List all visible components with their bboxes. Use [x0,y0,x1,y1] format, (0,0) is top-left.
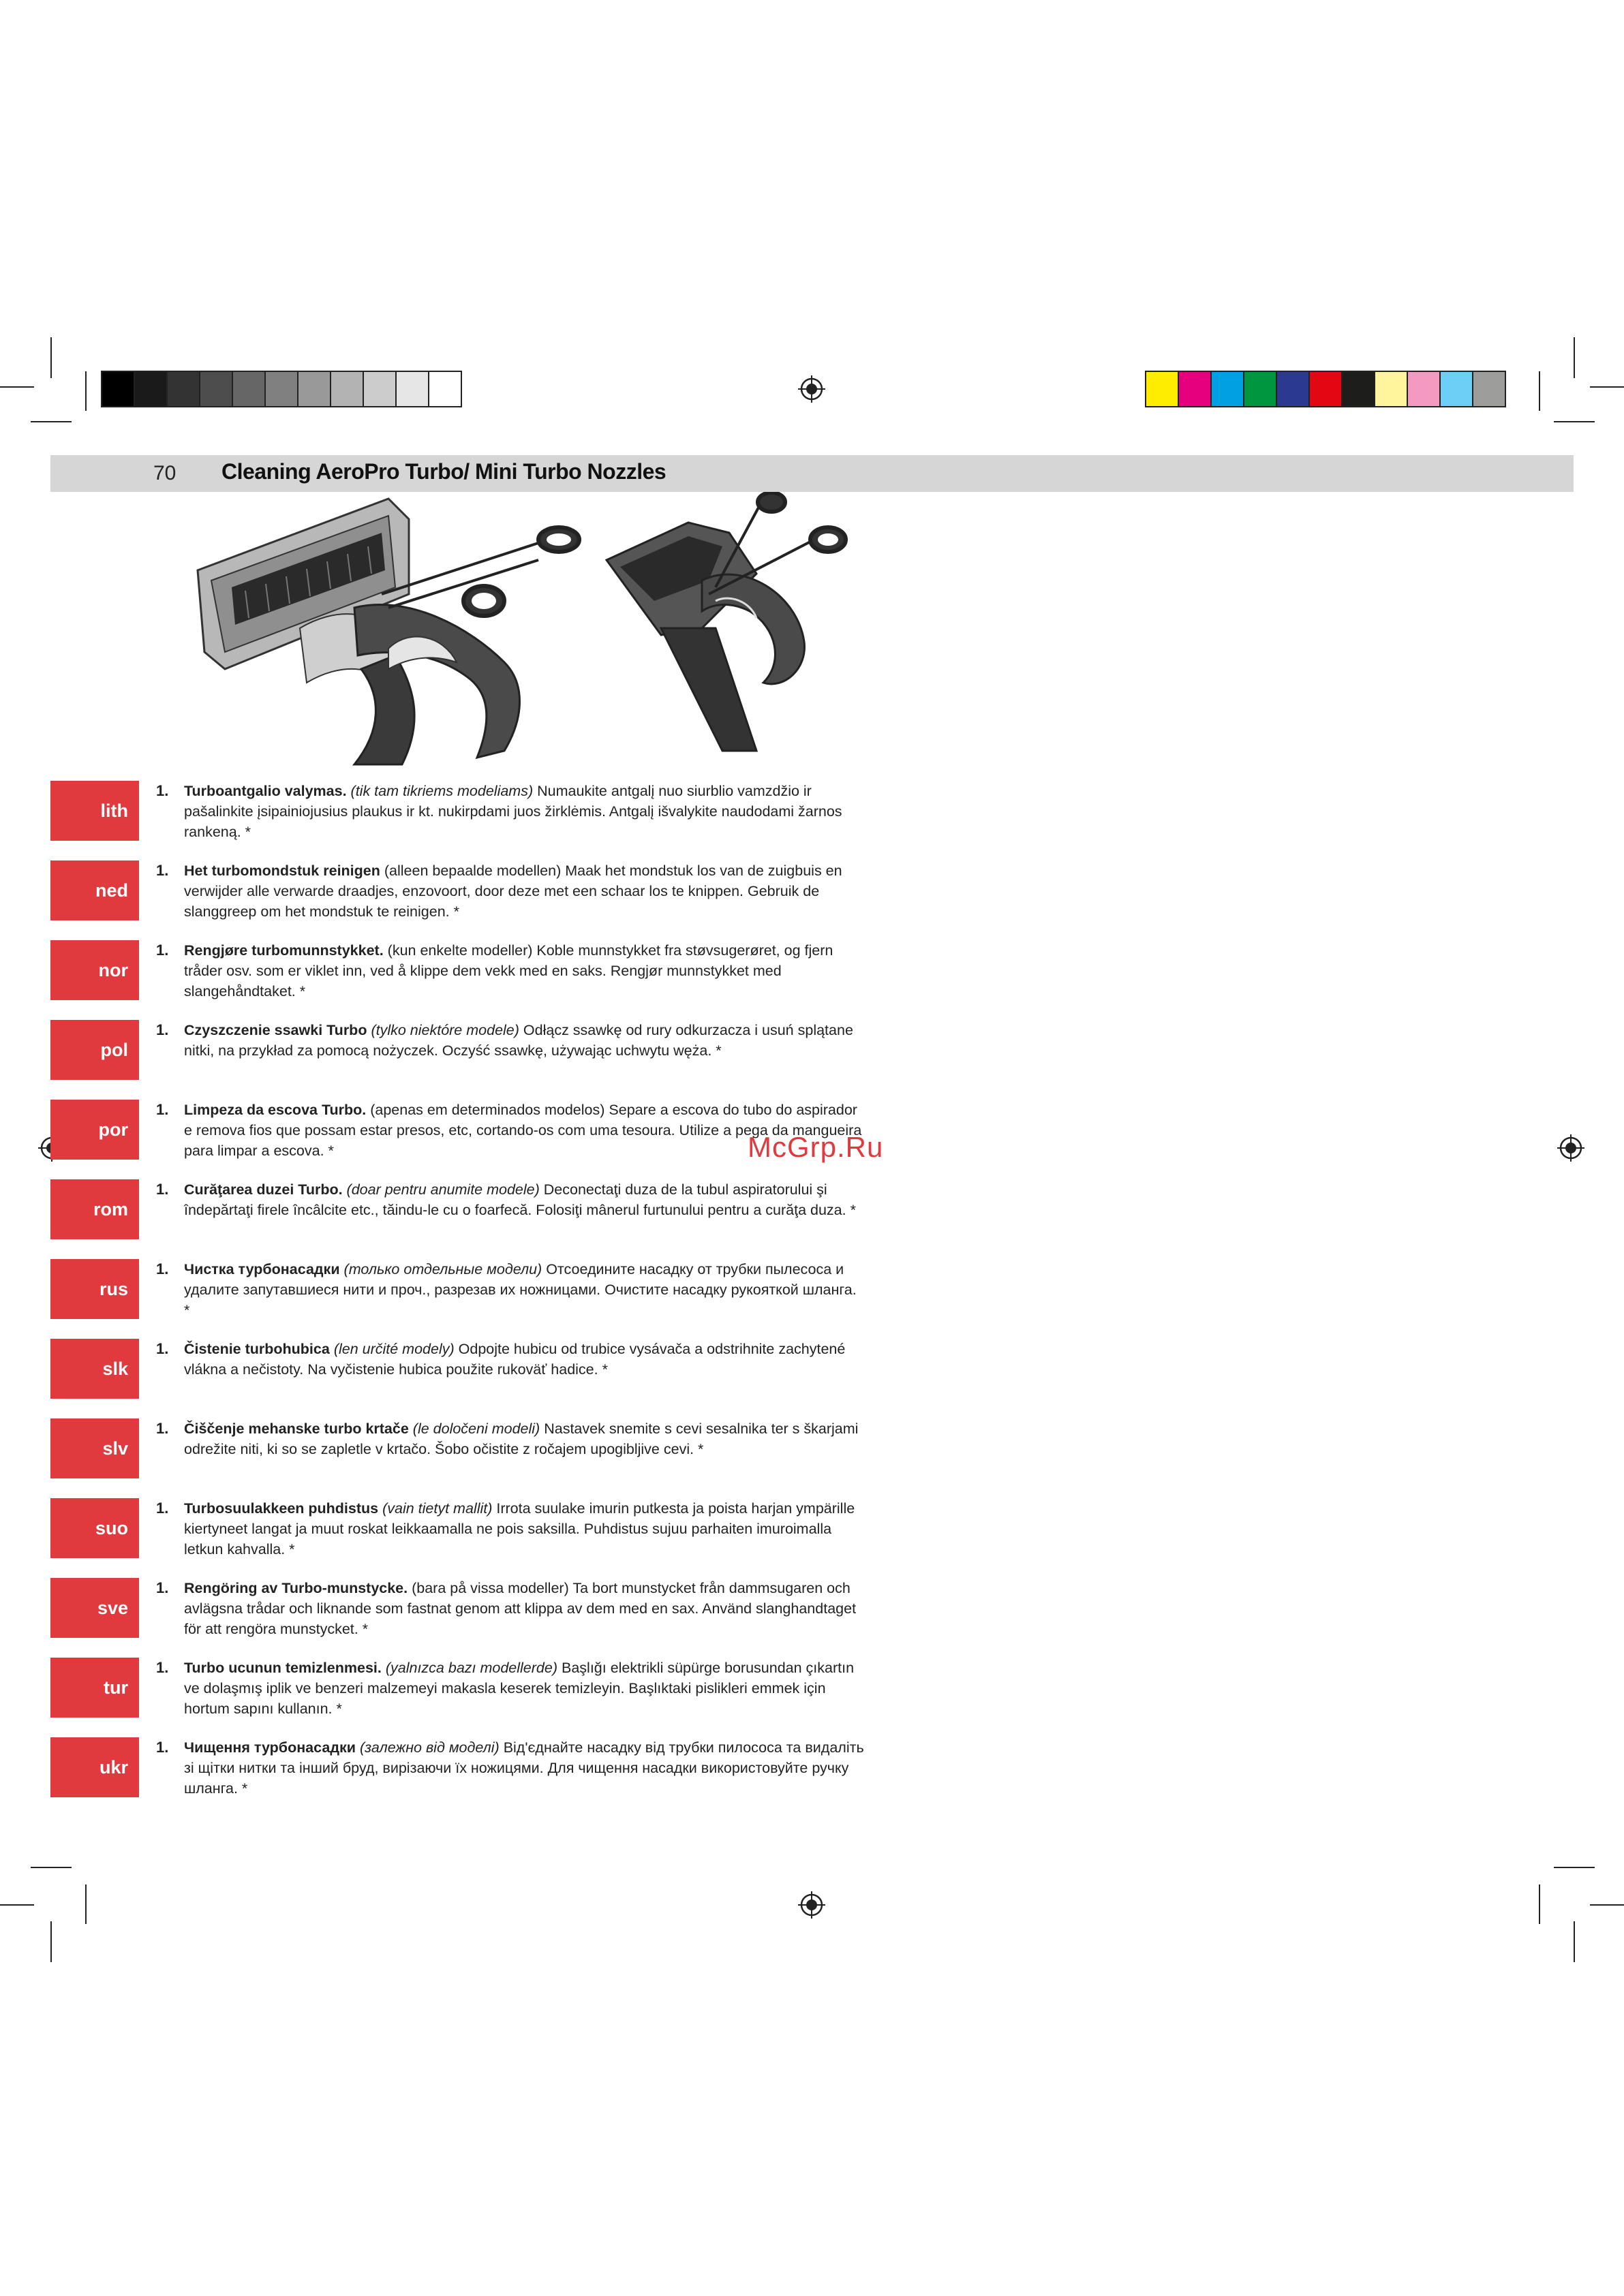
step-text [184,1339,865,1380]
step-text [184,1737,865,1799]
step-text [184,1259,865,1320]
language-tab: por [50,1100,139,1160]
step-text [184,1100,865,1161]
step-note: (bara på vissa modeller) [412,1580,569,1596]
step-note: (alleen bepaalde modellen) [384,863,562,879]
crop-mark [31,421,72,422]
step-title: Het turbomondstuk reinigen [184,863,380,879]
step-number: 1. [156,1500,169,1517]
language-tab: slk [50,1339,139,1399]
watermark: McGrp.Ru [748,1131,884,1163]
grayscale-calibration-bar [101,371,462,407]
step-number: 1. [156,1739,169,1756]
gray-swatch [266,372,298,406]
step-title: Rengjøre turbomunnstykket. [184,942,384,959]
step-note: (tylko niektóre modele) [371,1022,519,1038]
language-tab: sve [50,1578,139,1638]
step-title: Čistenie turbohubica [184,1341,330,1357]
color-swatch [1408,372,1441,406]
step-number: 1. [156,1021,169,1038]
nozzle-cleaning-illustration [184,492,859,771]
gray-swatch [397,372,429,406]
gray-swatch [200,372,233,406]
crop-mark [0,1904,34,1906]
language-tab: rom [50,1179,139,1239]
crop-mark [1590,386,1624,388]
color-swatch [1310,372,1343,406]
color-swatch [1212,372,1244,406]
step-note: (doar pentru anumite modele) [346,1181,540,1198]
step-text [184,1179,865,1220]
scissors-drawing [382,527,579,616]
step-number: 1. [156,782,169,799]
crop-mark [85,1884,87,1924]
mini-turbo-nozzle-drawing [607,523,804,751]
language-tab: suo [50,1498,139,1558]
step-body: Ta bort munstycket från dammsugaren och avlägsna trådar och liknande som fastnat genom att klippa av dem med en sax. Använd slanghandtaget för att rengöra munstycket. * [184,1580,857,1637]
step-number: 1. [156,1181,169,1198]
step-text [184,1020,865,1061]
step-title: Turbosuulakkeen puhdistus [184,1500,379,1517]
color-swatch [1343,372,1375,406]
step-number: 1. [156,942,169,959]
step-title: Czyszczenie ssawki Turbo [184,1022,367,1038]
crop-mark [1574,337,1575,378]
language-tab: ned [50,860,139,920]
step-title: Limpeza da escova Turbo. [184,1102,367,1118]
step-title: Curăţarea duzei Turbo. [184,1181,343,1198]
crop-mark [31,1867,72,1868]
step-title: Чистка турбонасадки [184,1261,340,1277]
page-number: 70 [153,462,177,484]
gray-swatch [102,372,135,406]
color-swatch [1277,372,1310,406]
step-text [184,1658,865,1719]
step-number: 1. [156,1101,169,1118]
step-note: (только отдельные модели) [343,1261,542,1277]
gray-swatch [168,372,200,406]
step-text [184,1418,865,1459]
gray-swatch [364,372,397,406]
language-tab: pol [50,1020,139,1080]
step-body: Nastavek snemite s cevi sesalnika ter s škarjami odrežite niti, ki so se zapletle v krtačo. Šobo očistite z ročajem upogibljive cevi. * [184,1421,859,1457]
crop-mark [1539,1884,1540,1924]
color-swatch [1146,372,1179,406]
step-text [184,860,865,922]
gray-swatch [233,372,266,406]
step-body: Numaukite antgalį nuo siurblio vamzdžio ir pašalinkite įsipainiojusius plaukus ir kt. nukirpdami juos žirklėmis. Antgalį išvalykite naudodami žarnos rankeną. * [184,783,842,840]
step-text [184,781,865,842]
step-title: Turboantgalio valymas. [184,783,347,799]
step-number: 1. [156,1659,169,1676]
step-text [184,1498,865,1560]
crop-mark [0,386,34,388]
language-tab: rus [50,1259,139,1319]
crop-mark [1574,1921,1575,1962]
step-body: Deconectaţi duza de la tubul aspiratorului şi îndepărtaţi firele încâlcite etc., tăindu-le cu o foarfecă. Folosiţi mânerul furtunului pentru a curăţa duza. * [184,1181,856,1218]
step-note: (vain tietyt mallit) [382,1500,493,1517]
step-body: Отсоедините насадку от трубки пылесоса и удалите запутавшиеся нити и проч., разрезав их ножницами. Очистите насадку рукояткой шланга. * [184,1261,857,1318]
step-note: (le določeni modeli) [412,1421,540,1437]
crop-mark [50,337,52,378]
step-note: (yalnızca bazı modellerde) [385,1660,558,1676]
gray-swatch [298,372,331,406]
step-note: (залежно від моделі) [359,1739,500,1756]
language-tab: nor [50,940,139,1000]
step-number: 1. [156,1420,169,1437]
gray-swatch [429,372,461,406]
crop-mark [1554,1867,1595,1868]
crop-mark [1539,371,1540,411]
color-calibration-bar [1145,371,1506,407]
step-title: Чищення турбонасадки [184,1739,356,1756]
crop-mark [1590,1904,1624,1906]
step-body: Maak het mondstuk los van de zuigbuis en verwijder alle verwarde draadjes, enzovoort, door deze met een schaar los te knippen. Gebruik de slanggreep om het mondstuk te reinigen. * [184,863,842,920]
step-body: Başlığı elektrikli süpürge borusundan çıkartın ve dolaşmış iplik ve benzeri malzemeyi makasla keserek temizleyin. Başlıktaki pislikleri emmek için hortum sapını kullanın. * [184,1660,855,1717]
step-text [184,1578,865,1639]
gray-swatch [135,372,168,406]
step-number: 1. [156,862,169,879]
language-tab: slv [50,1418,139,1478]
step-title: Turbo ucunun temizlenmesi. [184,1660,382,1676]
step-title: Rengöring av Turbo-munstycke. [184,1580,408,1596]
crop-mark [50,1921,52,1962]
step-number: 1. [156,1340,169,1357]
crop-mark [1554,421,1595,422]
color-swatch [1441,372,1473,406]
language-tab: tur [50,1658,139,1718]
color-swatch [1375,372,1408,406]
step-body: Koble munnstykket fra støvsugerøret, og fjern tråder osv. som er viklet inn, ved å klippe dem vekk med en saks. Rengjør munnstykket med slangehåndtaket. * [184,942,833,999]
step-body: Від'єднайте насадку від трубки пилососа та видаліть зі щітки нитки та інший бруд, вирізаючи їх ножицями. Для чищення насадки використовуйте ручку шланга. * [184,1739,864,1797]
registration-mark-icon [798,1891,825,1919]
step-note: (len určité modely) [333,1341,455,1357]
color-swatch [1179,372,1212,406]
step-body: Separe a escova do tubo do aspirador e remova fios que possam estar presos, etc, cortando-os com uma tesoura. Utilize a pega da mangueira para limpar a escova. * [184,1102,862,1159]
step-note: (tik tam tikriems modeliams) [350,783,534,799]
crop-mark [85,371,87,411]
page-title: Cleaning AeroPro Turbo/ Mini Turbo Nozzles [221,459,667,484]
step-number: 1. [156,1579,169,1596]
step-number: 1. [156,1260,169,1277]
step-note: (apenas em determinados modelos) [370,1102,605,1118]
registration-mark-icon [798,375,825,403]
step-body: Odłącz ssawkę od rury odkurzacza i usuń splątane nitki, na przykład za pomocą nożyczek. Oczyść ssawkę, używając uchwytu węża. * [184,1022,853,1059]
turbo-nozzle-drawing [198,499,520,764]
registration-mark-icon [1557,1134,1584,1162]
language-tab: lith [50,781,139,841]
step-text [184,940,865,1002]
color-swatch [1473,372,1505,406]
step-body: Irrota suulake imurin putkesta ja poista harjan ympärille kiertyneet langat ja muut roskat leikkaamalla ne pois saksilla. Puhdistus sujuu parhaiten imuroimalla letkun kahvalla. * [184,1500,855,1557]
step-note: (kun enkelte modeller) [387,942,533,959]
language-tab: ukr [50,1737,139,1797]
color-swatch [1244,372,1277,406]
step-title: Čiščenje mehanske turbo krtače [184,1421,409,1437]
gray-swatch [331,372,364,406]
step-body: Odpojte hubicu od trubice vysávača a odstrihnite zachytené vlákna a nečistoty. Na vyčistenie hubica použite rukoväť hadice. * [184,1341,846,1378]
